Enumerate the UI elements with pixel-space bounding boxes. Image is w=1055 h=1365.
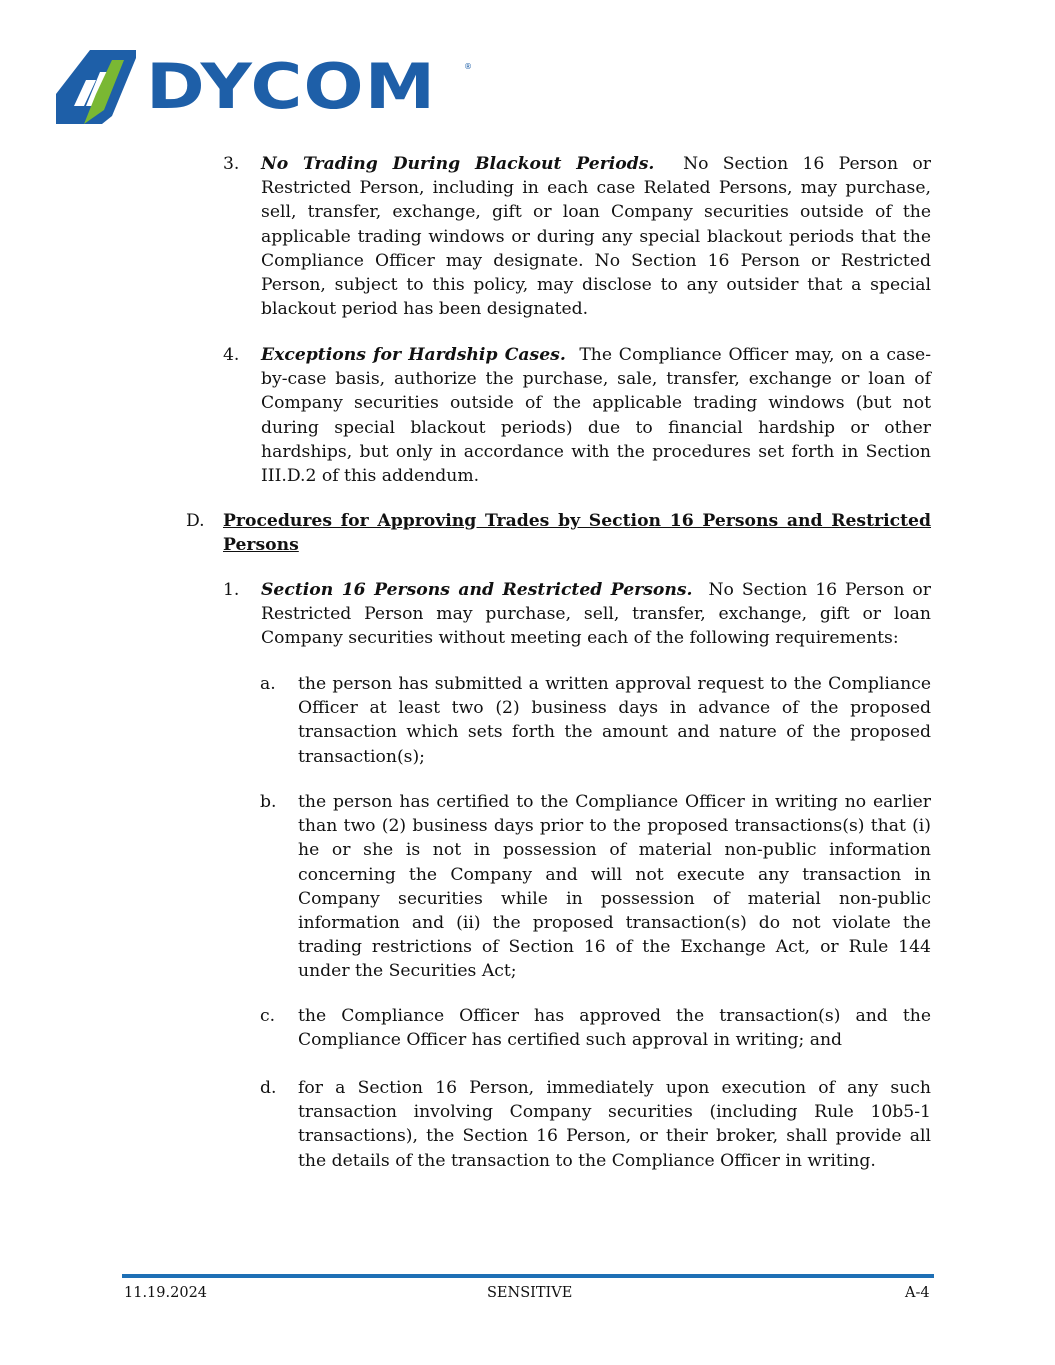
subitem-text: the person has submitted a written approval request to the Compliance Officer at least two (2) business days in advance of the proposed transaction which sets forth the amount and nature of the proposed transaction(s); <box>298 674 931 767</box>
footer-page-number: A-4 <box>905 1285 930 1301</box>
subitem-text: the Compliance Officer has approved the transaction(s) and the Compliance Officer has certified such approval in writing; and <box>298 1006 931 1051</box>
subitem-letter: d. <box>260 1078 277 1098</box>
company-logo <box>56 50 476 124</box>
item-text: No Section 16 Person or Restricted Person may purchase, sell, transfer, exchange, gift or loan Company securities without meeting each of the following requirements: <box>261 580 931 649</box>
logo-wordmark: DYCOM <box>146 50 437 123</box>
dycom-logo-mark-icon <box>56 50 136 124</box>
item-title: No Trading During Blackout Periods. <box>261 154 655 174</box>
item-number: 3. <box>223 154 240 174</box>
item-number: 1. <box>223 580 240 600</box>
section-letter: D. <box>186 511 205 531</box>
subitem-letter: c. <box>260 1006 276 1026</box>
subitem-text: for a Section 16 Person, immediately upon execution of any such transaction involving Company securities (including Rule 10b5-1 transactions), the Section 16 Person, or their broker, shall provide all the details of the transaction to the Compliance Officer in writing. <box>298 1078 931 1171</box>
item-body <box>261 578 931 651</box>
subitem-text: the person has certified to the Compliance Officer in writing no earlier than two (2) business days prior to the proposed transactions(s) that (i) he or she is not in possession of material non-public information concerning the Company and will not execute any transaction in Company securities while in possession of material non-public information and (ii) the proposed transaction(s) do not violate the trading restrictions of Section 16 of the Exchange Act, or Rule 144 under the Securities Act; <box>298 792 931 982</box>
item-number: 4. <box>223 345 240 365</box>
subitem-letter: a. <box>260 674 276 694</box>
logo-registered-mark: ® <box>464 62 472 71</box>
footer-divider <box>122 1274 934 1278</box>
item-body <box>261 343 931 488</box>
subitem-letter: b. <box>260 792 277 812</box>
item-text: The Compliance Officer may, on a case-by-case basis, authorize the purchase, sale, transfer, exchange or loan of Company securities outside of the applicable trading windows (but not during special blackout periods) due to financial hardship or other hardships, but only in accordance with the procedures set forth in Section III.D.2 of this addendum. <box>261 345 931 487</box>
footer-classification: SENSITIVE <box>487 1285 573 1301</box>
item-text: No Section 16 Person or Restricted Person, including in each case Related Persons, may purchase, sell, transfer, exchange, gift or loan Company securities outside of the applicable trading windows or during any special blackout periods that the Compliance Officer may designate. No Section 16 Person or Restricted Person, subject to this policy, may disclose to any outsider that a special blackout period has been designated. <box>261 154 931 320</box>
footer-date: 11.19.2024 <box>124 1285 208 1301</box>
section-heading: Procedures for Approving Trades by Section 16 Persons and Restricted Persons <box>223 511 931 556</box>
item-title: Exceptions for Hardship Cases. <box>261 345 566 365</box>
item-body <box>261 152 931 321</box>
item-title: Section 16 Persons and Restricted Persons. <box>261 580 693 600</box>
